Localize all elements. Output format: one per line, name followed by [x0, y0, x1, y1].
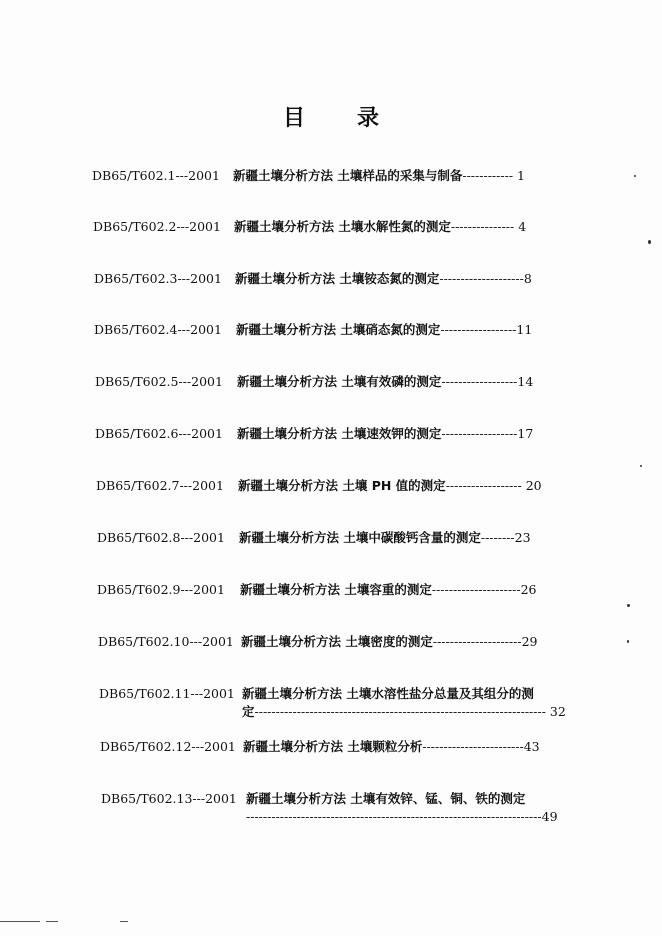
toc-entry[interactable] — [97, 582, 557, 598]
entry-code: DB65/T602.11---2001 — [99, 686, 235, 701]
entry-code: DB65/T602.5---2001 — [95, 374, 223, 389]
toc-entry[interactable] — [96, 478, 556, 494]
leader-dots: ------------ — [462, 168, 514, 183]
entry-desc — [242, 686, 566, 719]
scan-speck — [634, 175, 636, 177]
entry-title-cont: 定 — [242, 704, 255, 719]
toc-entry[interactable] — [100, 739, 560, 755]
entry-code: DB65/T602.10---2001 — [98, 634, 234, 649]
leader-dots: ------------------ — [441, 426, 518, 441]
entry-page: 43 — [523, 739, 540, 754]
leader-dots: --------------------- — [432, 634, 522, 649]
scan-edge-mark — [0, 921, 40, 922]
leader-dots: ------------------ — [445, 478, 522, 493]
entry-code: DB65/T602.8---2001 — [97, 530, 225, 545]
leader-dots: -------- — [480, 530, 515, 545]
entry-desc — [237, 426, 533, 441]
toc-entry[interactable] — [97, 530, 557, 546]
entry-title: 新疆土壤分析方法 土壤样品的采集与制备 — [233, 168, 463, 183]
entry-desc — [239, 530, 531, 545]
toc-entry[interactable] — [93, 219, 553, 235]
scan-speck — [640, 465, 642, 467]
entry-code: DB65/T602.9---2001 — [97, 582, 225, 597]
entry-page: 14 — [517, 374, 534, 389]
leader-dots: ------------------------ — [422, 739, 524, 754]
entry-code: DB65/T602.12---2001 — [100, 739, 236, 754]
scan-edge-mark — [120, 921, 128, 922]
entry-page: 20 — [521, 478, 542, 493]
entry-page: 23 — [514, 530, 531, 545]
entry-desc — [235, 271, 532, 286]
entry-desc — [246, 791, 558, 824]
entry-desc — [241, 634, 537, 649]
entry-desc — [240, 582, 536, 597]
leader-dots: --------------------------------------------------------------------- — [254, 704, 546, 719]
leader-dots: --------------------- — [431, 582, 521, 597]
entry-code: DB65/T602.2---2001 — [93, 219, 221, 234]
title-char-2: 录 — [357, 106, 380, 131]
toc-entry[interactable] — [95, 374, 555, 390]
entry-title: 新疆土壤分析方法 土壤水溶性盐分总量及其组分的测 — [242, 686, 534, 701]
entry-title: 新疆土壤分析方法 土壤中碳酸钙含量的测定 — [239, 530, 481, 545]
entry-title: 新疆土壤分析方法 土壤硝态氮的测定 — [236, 322, 441, 337]
entry-title: 新疆土壤分析方法 土壤有效锌、锰、铜、铁的测定 — [246, 791, 526, 806]
scan-edge-mark — [46, 921, 58, 922]
entry-page: 17 — [517, 426, 534, 441]
entry-code: DB65/T602.7---2001 — [96, 478, 224, 493]
leader-dots: -------------------- — [439, 271, 524, 286]
entry-title: 新疆土壤分析方法 土壤水解性氮的测定 — [234, 219, 451, 234]
entry-desc — [233, 168, 525, 183]
entry-title: 新疆土壤分析方法 土壤有效磷的测定 — [237, 374, 442, 389]
entry-code: DB65/T602.6---2001 — [95, 426, 223, 441]
entry-code: DB65/T602.4---2001 — [94, 322, 222, 337]
entry-page: 11 — [516, 322, 533, 337]
entry-title: 新疆土壤分析方法 土壤容重的测定 — [240, 582, 432, 597]
scan-speck — [648, 240, 651, 244]
entry-page: 49 — [541, 809, 558, 824]
toc-entry[interactable] — [92, 168, 552, 184]
page-title — [0, 101, 662, 132]
entry-title: 新疆土壤分析方法 土壤颗粒分析 — [243, 739, 423, 754]
entry-code: DB65/T602.1---2001 — [92, 168, 220, 183]
entry-code: DB65/T602.13---2001 — [101, 791, 237, 806]
toc-entry[interactable] — [94, 271, 554, 287]
entry-desc — [237, 374, 533, 389]
entry-title: 新疆土壤分析方法 土壤 PH 值的测定 — [238, 478, 446, 493]
entry-page: 4 — [514, 219, 527, 234]
leader-dots: ------------------ — [440, 322, 517, 337]
scan-speck — [627, 604, 630, 607]
title-char-1: 目 — [282, 106, 305, 131]
entry-page: 1 — [513, 168, 525, 183]
toc-entry[interactable] — [99, 686, 579, 720]
toc-entry[interactable] — [94, 322, 554, 338]
entry-title: 新疆土壤分析方法 土壤铵态氮的测定 — [235, 271, 440, 286]
entry-desc — [236, 322, 532, 337]
toc-entry[interactable] — [95, 426, 555, 442]
entry-desc — [238, 478, 542, 493]
entry-code: DB65/T602.3---2001 — [94, 271, 222, 286]
scan-speck — [627, 640, 629, 643]
leader-dots: --------------- — [450, 219, 515, 234]
entry-desc — [234, 219, 526, 234]
entry-page: 26 — [520, 582, 537, 597]
entry-title: 新疆土壤分析方法 土壤速效钾的测定 — [237, 426, 442, 441]
leader-dots: ---------------------------------------------------------------------- — [246, 809, 542, 824]
entry-page: 32 — [545, 704, 566, 719]
entry-desc — [243, 739, 540, 754]
entry-title: 新疆土壤分析方法 土壤密度的测定 — [241, 634, 433, 649]
toc-entry[interactable] — [98, 634, 558, 650]
entry-page: 8 — [523, 271, 532, 286]
leader-dots: ------------------ — [441, 374, 518, 389]
toc-entry[interactable] — [101, 791, 581, 825]
entry-page: 29 — [521, 634, 538, 649]
